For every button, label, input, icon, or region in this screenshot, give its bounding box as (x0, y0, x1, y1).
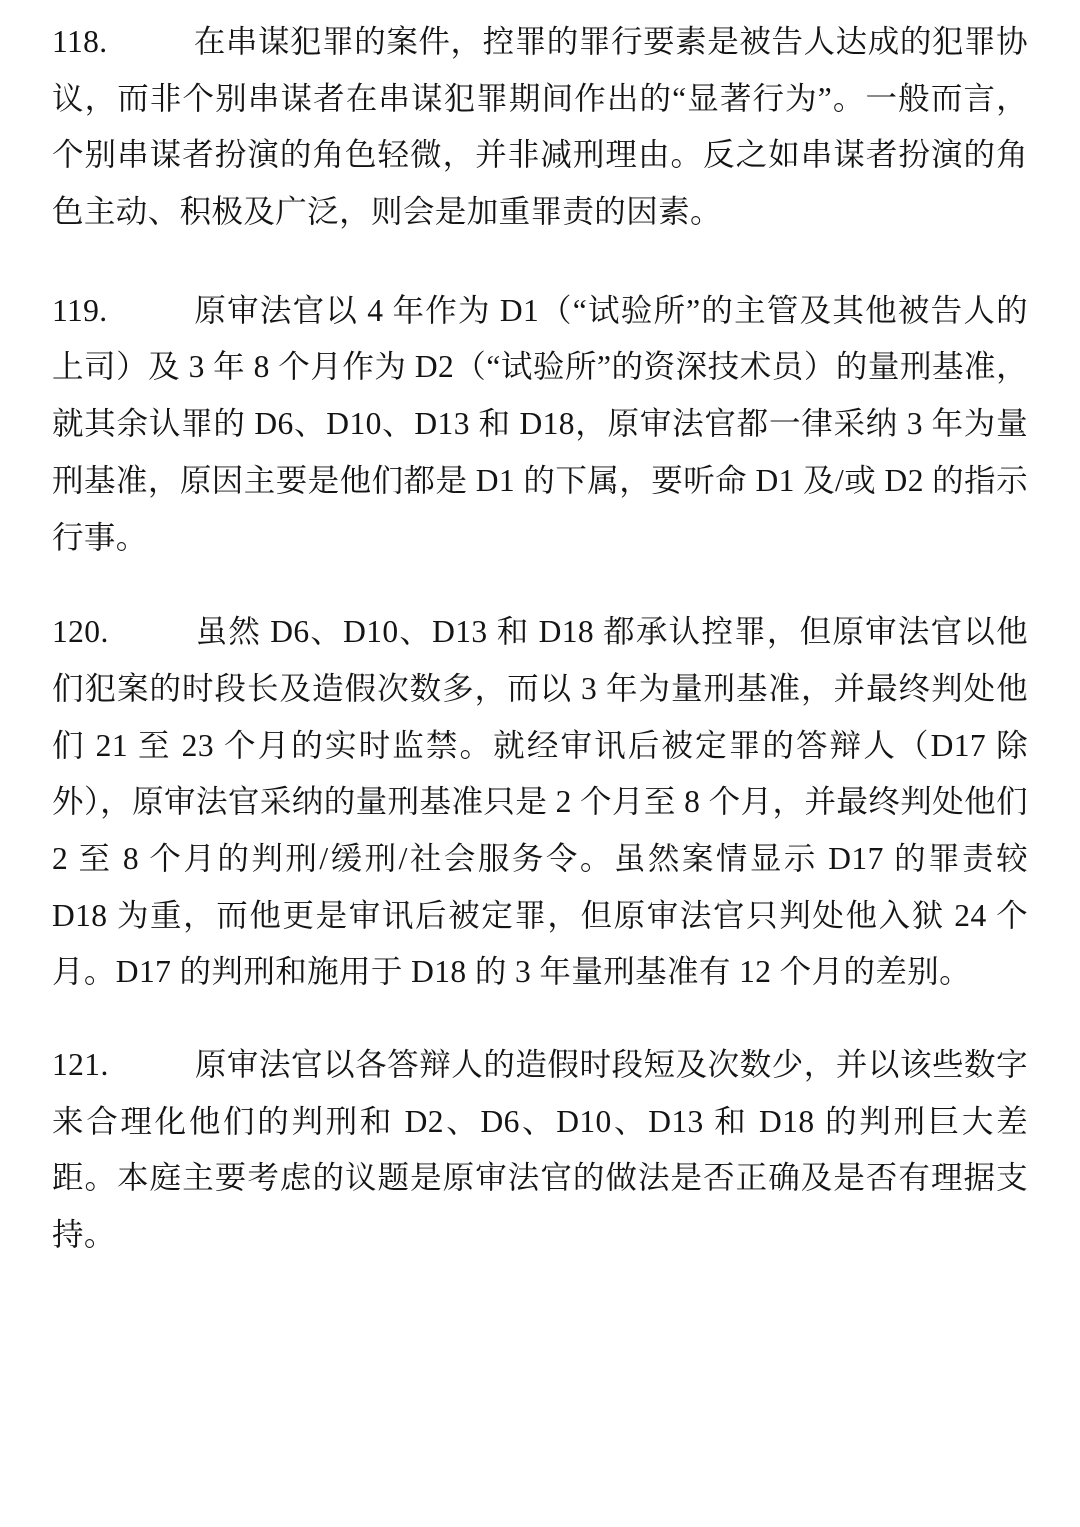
paragraph-text-121: 原审法官以各答辩人的造假时段短及次数少，并以该些数字来合理化他们的判刑和 D2、D6、D10、D13 和 D18 的判刑巨大差距。本庭主要考虑的议题是原审法官的做法是否正确及是否有理据支持。 (52, 1047, 1028, 1253)
paragraph-text-118: 在串谋犯罪的案件，控罪的罪行要素是被告人达成的犯罪协议，而非个别串谋者在串谋犯罪期间作出的“显著行为”。一般而言，个别串谋者扮演的角色轻微，并非减刑理由。反之如串谋者扮演的角色主动、积极及广泛，则会是加重罪责的因素。 (52, 24, 1028, 230)
paragraph-118 (52, 14, 1028, 241)
paragraph-number-119: 119. (52, 292, 108, 328)
paragraph-text-119: 原审法官以 4 年作为 D1（“试验所”的主管及其他被告人的上司）及 3 年 8 个月作为 D2（“试验所”的资深技术员）的量刑基准，就其余认罪的 D6、D10、D13 和 D18，原审法官都一律采纳 3 年为量刑基准，原因主要是他们都是 D1 的下属，要听命 D1 及/或 D2 的指示行事。 (52, 292, 1028, 555)
paragraph-number-120: 120. (52, 614, 109, 650)
paragraph-text-120: 虽然 D6、D10、D13 和 D18 都承认控罪，但原审法官以他们犯案的时段长及造假次数多，而以 3 年为量刑基准，并最终判处他们 21 至 23 个月的实时监禁。就经审讯后被定罪的答辩人（D17 除外），原审法官采纳的量刑基准只是 2 个月至 8 个月，并最终判处他们 2 至 8 个月的判刑/缓刑/社会服务令。虽然案情显示 D17 的罪责较 D18 为重，而他更是审讯后被定罪，但原审法官只判处他入狱 24 个月。D17 的判刑和施用于 D18 的 3 年量刑基准有 12 个月的差别。 (52, 614, 1028, 990)
paragraph-120 (52, 604, 1028, 1001)
paragraph-119 (52, 283, 1028, 566)
paragraph-number-121: 121. (52, 1047, 109, 1082)
paragraph-number-118: 118. (52, 24, 108, 59)
paragraph-121 (52, 1037, 1028, 1264)
